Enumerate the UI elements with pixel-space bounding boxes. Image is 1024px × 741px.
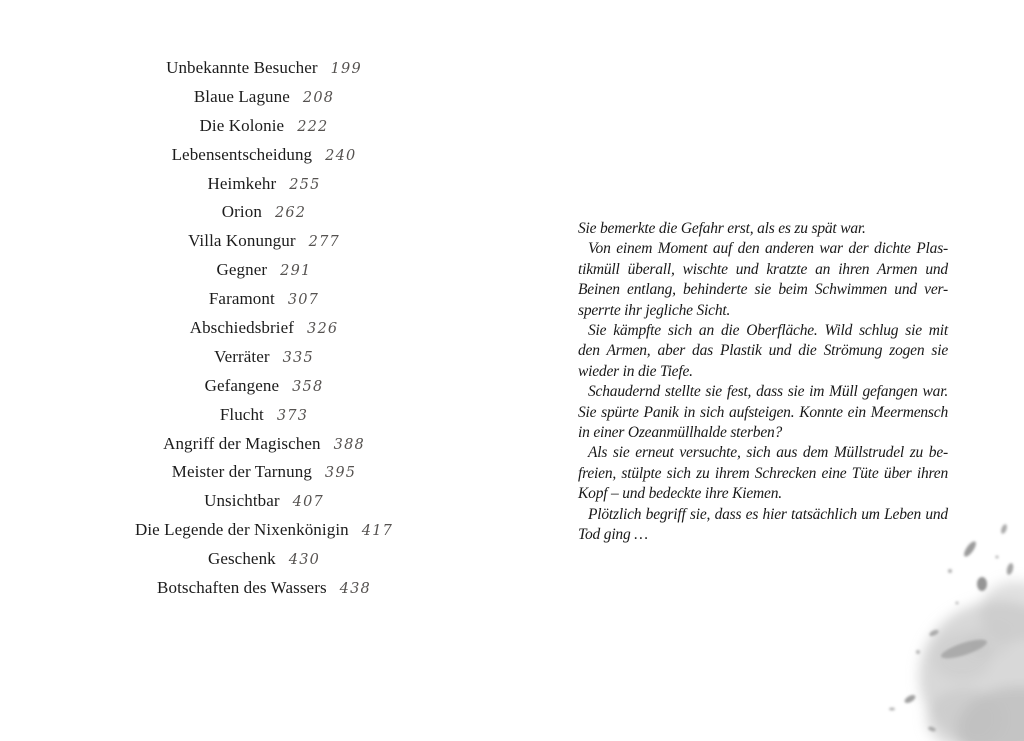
toc-entry <box>94 174 434 203</box>
toc-entry-title: Blaue Lagune <box>193 86 290 106</box>
toc-entry-page: 430 <box>288 552 321 569</box>
story-line: Als sie erneut versuchte, sich aus dem Müllstrudel zu be- <box>588 444 948 462</box>
toc-entry-page: 438 <box>339 581 371 598</box>
toc-entry-page: 417 <box>361 523 394 540</box>
toc-entry <box>94 578 434 607</box>
toc-entry-page: 262 <box>274 205 307 222</box>
toc-entry-title: Heimkehr <box>207 173 277 193</box>
toc-entry <box>94 318 434 347</box>
toc-entry <box>94 347 434 376</box>
toc-entry <box>94 116 434 145</box>
toc-entry-page: 199 <box>330 61 362 77</box>
story-line: Sie bemerkte die Gefahr erst, als es zu spät war. <box>578 220 866 237</box>
toc-entry-title: Meister der Tarnung <box>171 462 312 482</box>
story-line: Beinen entlang, behinderte sie beim Schwimmen und ver- <box>578 281 948 299</box>
toc-entry <box>94 434 434 463</box>
toc-entry-page: 277 <box>308 234 340 251</box>
toc-entry-page: 208 <box>302 89 335 106</box>
toc-entry-page: 388 <box>333 436 365 453</box>
toc-entry-title: Faramont <box>208 289 275 309</box>
toc-entry-page: 407 <box>292 494 324 511</box>
toc-entry-page: 240 <box>325 147 357 164</box>
toc-entry-page: 395 <box>324 465 357 482</box>
toc-entry <box>94 405 434 434</box>
toc-entry <box>94 231 434 260</box>
toc-entry-title: Angriff der Magischen <box>163 433 321 453</box>
story-line: tikmüll überall, wischte und kratzte an ihren Armen und <box>578 260 948 278</box>
toc-entry-title: Die Kolonie <box>199 115 285 135</box>
toc-entry-title: Abschiedsbrief <box>189 318 295 338</box>
story-line: Tod ging … <box>578 526 648 544</box>
story-text <box>578 219 948 546</box>
toc-entry-title: Gegner <box>216 260 268 280</box>
toc-entry-title: Unsichtbar <box>204 491 280 511</box>
story-line: in einer Ozeanmüllhalde sterben? <box>578 424 783 442</box>
toc-entry <box>94 87 434 116</box>
toc-entry-page: 335 <box>282 349 314 366</box>
story-line: Von einem Moment auf den anderen war der dichte Plas- <box>588 240 948 258</box>
toc-entry-title: Unbekannte Besucher <box>166 58 318 77</box>
story-line: den Armen, aber das Plastik und die Strömung zogen sie <box>578 342 948 360</box>
toc-entry-title: Gefangene <box>204 375 280 395</box>
toc-entry-page: 307 <box>287 292 320 309</box>
story-line: Schaudernd stellte sie fest, dass sie im Müll gefangen war. <box>588 383 948 401</box>
toc-entry-title: Verräter <box>214 346 270 366</box>
toc-entry-page: 358 <box>292 378 324 395</box>
story-line: Sie spürte Panik in sich aufsteigen. Konnte ein Meermensch <box>578 403 948 421</box>
stain-splatter <box>889 523 1014 732</box>
toc-entry-title: Flucht <box>219 404 264 424</box>
toc-entry-page: 222 <box>297 118 329 135</box>
toc-entry-page: 373 <box>276 407 309 424</box>
toc-entry <box>94 289 434 318</box>
toc-entry-title: Lebensentscheidung <box>171 144 313 164</box>
toc-entry <box>94 491 434 520</box>
toc-entry <box>94 520 434 549</box>
story-line: sperrte ihr jegliche Sicht. <box>578 301 731 319</box>
story-line: Kopf – und bedeckte ihre Kiemen. <box>578 485 782 503</box>
toc-entry-page: 255 <box>289 176 321 193</box>
toc-entry <box>94 58 434 87</box>
toc-entry-title: Villa Konungur <box>188 231 296 251</box>
toc-entry-page: 291 <box>280 263 312 280</box>
toc-entry <box>94 549 434 578</box>
toc-entry <box>94 462 434 491</box>
toc-entry <box>94 260 434 289</box>
toc-entry <box>94 202 434 231</box>
toc-entry-title: Orion <box>221 202 262 222</box>
story-line: freien, stülpte sich zu ihrem Schrecken eine Tüte über ihren <box>578 464 948 482</box>
toc-entry <box>94 145 434 174</box>
story-line: wieder in die Tiefe. <box>578 362 693 380</box>
story-line: Plötzlich begriff sie, dass es hier tatsächlich um Leben und <box>588 505 948 523</box>
toc-entry-title: Geschenk <box>207 549 276 569</box>
toc-entry <box>94 376 434 405</box>
stain-body <box>919 581 1024 741</box>
toc-list <box>94 58 434 607</box>
toc-entry-title: Die Legende der Nixenkönigin <box>134 520 349 540</box>
toc-entry-title: Botschaften des Wassers <box>157 578 327 598</box>
toc-entry-page: 326 <box>307 321 339 338</box>
story-line: Sie kämpfte sich an die Oberfläche. Wild schlug sie mit <box>588 322 948 340</box>
